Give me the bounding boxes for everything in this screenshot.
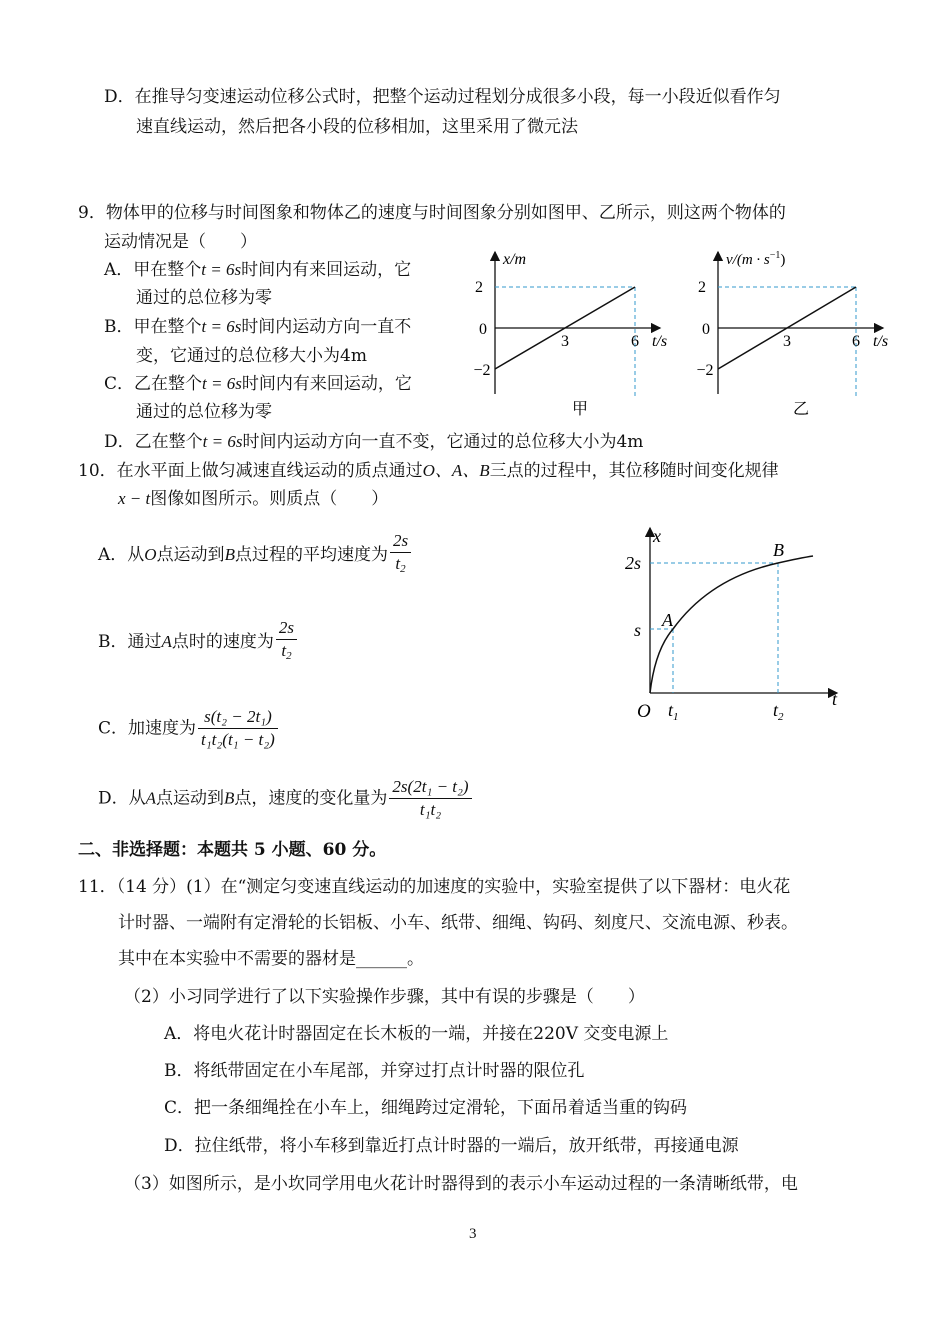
q8-option-d-line1: D．在推导匀变速运动位移公式时，把整个运动过程划分成很多小段，每一小段近似看作匀 xyxy=(104,87,781,107)
q9-graph-yi xyxy=(693,244,933,424)
q10-graph xyxy=(615,520,855,725)
x-label: t/s xyxy=(652,333,668,350)
x-tick-t2: $t_2$ xyxy=(773,700,784,723)
q8-option-d-line2: 速直线运动，然后把各小段的位移相加，这里采用了微元法 xyxy=(136,117,578,137)
q10-option-b: B．通过A点时的速度为 $\frac{2s}{t_2}$ xyxy=(98,617,299,667)
y-tick-zero: 0 xyxy=(479,321,487,338)
q9-graph-jia xyxy=(470,244,710,424)
q10-stem-line1: 10．在水平面上做匀减速直线运动的质点通过O、A、B三点的过程中，其位移随时间变化规律 xyxy=(78,461,779,481)
page-number: 3 xyxy=(469,1226,477,1242)
y-label: x/m xyxy=(503,251,527,268)
point-b-label: B xyxy=(773,540,784,560)
section-2-heading: 二、非选择题：本题共 5 小题、60 分。 xyxy=(78,840,387,860)
caption: 乙 xyxy=(792,401,810,418)
q9-option-a-line2: 通过的总位移为零 xyxy=(136,288,272,308)
y-tick-bottom: −2 xyxy=(696,362,714,379)
q10-option-c: C．加速度为 $\frac{\text{s(t₂ − 2t₁)}}{\text{t₁t₂(t₁ − t₂)}}$ xyxy=(98,706,280,751)
q9-option-a: A．甲在整个t = 6s时间内有来回运动，它 xyxy=(104,260,412,280)
q9-d-equation: t = 6s xyxy=(202,432,243,451)
q9-a-equation: t = 6s xyxy=(201,260,242,279)
q11-line1: 11．（14 分）(1）在“测定匀变速直线运动的加速度的实验中，实验室提供了以下器材：电火花 xyxy=(78,877,791,897)
point-a-label: A xyxy=(662,610,673,630)
q9-stem-line2: 运动情况是（ ） xyxy=(104,232,257,252)
q9-option-b-line2: 变，它通过的总位移大小为4m xyxy=(136,346,367,366)
q9-stem-line1: 9．物体甲的位移与时间图象和物体乙的速度与时间图象分别如图甲、乙所示，则这两个物体的 xyxy=(78,203,786,223)
y-label: x xyxy=(653,526,661,546)
q10-option-a: A．从O点运动到B点过程的平均速度为 $\frac{2s}{t_2}$ xyxy=(98,530,413,580)
q9-b-equation: t = 6s xyxy=(201,317,242,336)
y-tick-top: 2 xyxy=(475,279,483,296)
y-tick-bottom: −2 xyxy=(473,362,491,379)
q11-line3: 其中在本实验中不需要的器材是______。 xyxy=(118,949,424,969)
x-label: t/s xyxy=(873,333,889,350)
y-tick-s: s xyxy=(634,620,642,640)
q11-option-c: C．把一条细绳拴在小车上，细绳跨过定滑轮，下面吊着适当重的钩码 xyxy=(164,1098,688,1118)
q11-option-d: D．拉住纸带，将小车移到靠近打点计时器的一端后，放开纸带，再接通电源 xyxy=(164,1136,739,1156)
y-tick-2s: 2s xyxy=(625,553,642,573)
q11-part2: （2）小习同学进行了以下实验操作步骤，其中有误的步骤是（ ） xyxy=(124,987,645,1007)
curve xyxy=(650,556,813,693)
q9-option-c: C．乙在整个t = 6s时间内有来回运动，它 xyxy=(104,374,412,394)
x-tick-mid: 3 xyxy=(561,333,569,350)
x-tick-end: 6 xyxy=(631,333,639,350)
q11-option-b: B．将纸带固定在小车尾部，并穿过打点计时器的限位孔 xyxy=(164,1061,585,1081)
q9-c-equation: t = 6s xyxy=(202,374,242,393)
q10-option-d: D．从A点运动到B点，速度的变化量为 $\frac{\text{2s(2t₁ − t₂)}}{\text{t₁t₂}}$ xyxy=(98,776,474,821)
q9-option-b: B．甲在整个t = 6s时间内运动方向一直不 xyxy=(104,317,412,337)
x-tick-end: 6 xyxy=(852,333,860,350)
y-tick-zero: 0 xyxy=(702,321,710,338)
x-tick-mid: 3 xyxy=(783,333,791,350)
origin-label: O xyxy=(637,701,651,722)
q11-option-a: A．将电火花计时器固定在长木板的一端，并接在220V 交变电源上 xyxy=(164,1024,669,1044)
y-tick-top: 2 xyxy=(698,279,706,296)
x-label: t xyxy=(832,689,838,709)
q9-option-c-line2: 通过的总位移为零 xyxy=(136,402,272,422)
q9-option-d: D．乙在整个t = 6s时间内运动方向一直不变，它通过的总位移大小为4m xyxy=(104,432,644,452)
caption: 甲 xyxy=(571,401,589,418)
y-label: $v/(m \cdot s^{-1})$ xyxy=(726,250,786,268)
q10-stem-line2: x − t图像如图所示。则质点（ ） xyxy=(118,489,389,509)
x-tick-t1: $t_1$ xyxy=(668,700,679,723)
q11-part3: （3）如图所示，是小坎同学用电火花计时器得到的表示小车运动过程的一条清晰纸带，电 xyxy=(124,1174,798,1194)
q11-line2: 计时器、一端附有定滑轮的长铝板、小车、纸带、细绳、钩码、刻度尺、交流电源、秒表。 xyxy=(118,913,798,933)
